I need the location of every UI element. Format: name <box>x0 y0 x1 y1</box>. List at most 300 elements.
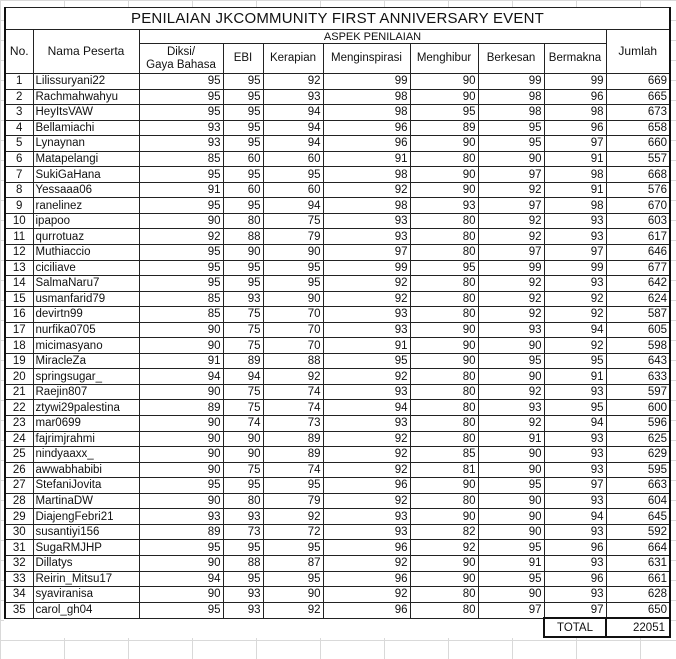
cell-diksi: 85 <box>139 291 223 307</box>
cell-ebi: 90 <box>223 245 263 261</box>
cell-jumlah: 661 <box>606 571 670 587</box>
header-name: Nama Peserta <box>33 30 139 74</box>
cell-bermakna: 96 <box>544 540 606 556</box>
cell-name: qurrotuaz <box>33 229 139 245</box>
cell-jumlah: 587 <box>606 307 670 323</box>
cell-bermakna: 95 <box>544 400 606 416</box>
table-row <box>5 509 670 525</box>
cell-menghibur: 80 <box>410 213 478 229</box>
cell-no: 19 <box>5 353 33 369</box>
cell-berkesan: 93 <box>478 322 544 338</box>
cell-ebi: 95 <box>223 478 263 494</box>
cell-menginspirasi: 96 <box>323 540 410 556</box>
cell-menghibur: 80 <box>410 245 478 261</box>
cell-bermakna: 96 <box>544 571 606 587</box>
cell-menginspirasi: 96 <box>323 571 410 587</box>
table-row <box>5 400 670 416</box>
cell-no: 22 <box>5 400 33 416</box>
cell-kerapian: 95 <box>263 260 323 276</box>
cell-kerapian: 73 <box>263 416 323 432</box>
cell-menginspirasi: 99 <box>323 74 410 90</box>
cell-name: usmanfarid79 <box>33 291 139 307</box>
cell-kerapian: 79 <box>263 493 323 509</box>
cell-menginspirasi: 99 <box>323 260 410 276</box>
cell-menghibur: 90 <box>410 509 478 525</box>
table-row <box>5 384 670 400</box>
cell-jumlah: 631 <box>606 555 670 571</box>
cell-berkesan: 92 <box>478 229 544 245</box>
cell-jumlah: 664 <box>606 540 670 556</box>
table-row <box>5 198 670 214</box>
cell-name: susantiyi156 <box>33 524 139 540</box>
cell-berkesan: 97 <box>478 198 544 214</box>
cell-ebi: 95 <box>223 167 263 183</box>
cell-berkesan: 97 <box>478 602 544 618</box>
cell-diksi: 95 <box>139 89 223 105</box>
cell-bermakna: 93 <box>544 447 606 463</box>
header-jumlah: Jumlah <box>606 30 670 74</box>
cell-menghibur: 82 <box>410 524 478 540</box>
cell-kerapian: 74 <box>263 400 323 416</box>
cell-jumlah: 677 <box>606 260 670 276</box>
cell-no: 28 <box>5 493 33 509</box>
table-row <box>5 245 670 261</box>
cell-kerapian: 90 <box>263 245 323 261</box>
cell-berkesan: 90 <box>478 338 544 354</box>
cell-ebi: 93 <box>223 509 263 525</box>
cell-ebi: 93 <box>223 291 263 307</box>
cell-no: 10 <box>5 213 33 229</box>
cell-ebi: 88 <box>223 555 263 571</box>
header-aspek-penilaian: ASPEK PENILAIAN <box>139 30 606 44</box>
cell-berkesan: 99 <box>478 260 544 276</box>
cell-ebi: 95 <box>223 120 263 136</box>
table-row <box>5 151 670 167</box>
cell-no: 17 <box>5 322 33 338</box>
table-row <box>5 431 670 447</box>
cell-name: awwabhabibi <box>33 462 139 478</box>
cell-menghibur: 90 <box>410 571 478 587</box>
cell-name: StefaniJovita <box>33 478 139 494</box>
cell-berkesan: 95 <box>478 478 544 494</box>
cell-berkesan: 92 <box>478 307 544 323</box>
cell-kerapian: 95 <box>263 478 323 494</box>
table-row <box>5 462 670 478</box>
table-row <box>5 416 670 432</box>
cell-bermakna: 93 <box>544 229 606 245</box>
cell-bermakna: 92 <box>544 338 606 354</box>
cell-berkesan: 92 <box>478 213 544 229</box>
cell-name: Lynaynan <box>33 136 139 152</box>
cell-bermakna: 93 <box>544 276 606 292</box>
cell-ebi: 95 <box>223 276 263 292</box>
cell-name: SalmaNaru7 <box>33 276 139 292</box>
cell-diksi: 95 <box>139 198 223 214</box>
cell-menghibur: 90 <box>410 478 478 494</box>
cell-name: fajrimjrahmi <box>33 431 139 447</box>
cell-kerapian: 94 <box>263 120 323 136</box>
cell-jumlah: 628 <box>606 587 670 603</box>
cell-jumlah: 642 <box>606 276 670 292</box>
cell-menginspirasi: 94 <box>323 400 410 416</box>
header-menghibur: Menghibur <box>410 44 478 74</box>
cell-bermakna: 93 <box>544 587 606 603</box>
cell-menginspirasi: 97 <box>323 245 410 261</box>
cell-ebi: 75 <box>223 462 263 478</box>
cell-name: Reirin_Mitsu17 <box>33 571 139 587</box>
cell-diksi: 95 <box>139 540 223 556</box>
cell-kerapian: 92 <box>263 509 323 525</box>
cell-jumlah: 592 <box>606 524 670 540</box>
cell-berkesan: 95 <box>478 136 544 152</box>
cell-kerapian: 95 <box>263 571 323 587</box>
cell-diksi: 95 <box>139 602 223 618</box>
cell-jumlah: 645 <box>606 509 670 525</box>
cell-menghibur: 90 <box>410 338 478 354</box>
cell-menginspirasi: 92 <box>323 369 410 385</box>
cell-menghibur: 80 <box>410 291 478 307</box>
cell-berkesan: 92 <box>478 416 544 432</box>
cell-berkesan: 95 <box>478 540 544 556</box>
cell-menghibur: 90 <box>410 74 478 90</box>
cell-name: Rachmahwahyu <box>33 89 139 105</box>
cell-jumlah: 625 <box>606 431 670 447</box>
total-label: TOTAL <box>544 618 606 637</box>
table-row <box>5 307 670 323</box>
cell-kerapian: 70 <box>263 338 323 354</box>
cell-no: 15 <box>5 291 33 307</box>
cell-menghibur: 93 <box>410 198 478 214</box>
header-diksi <box>139 44 223 74</box>
cell-menginspirasi: 98 <box>323 89 410 105</box>
cell-menginspirasi: 96 <box>323 136 410 152</box>
cell-no: 3 <box>5 105 33 121</box>
cell-no: 11 <box>5 229 33 245</box>
cell-diksi: 90 <box>139 462 223 478</box>
table-row <box>5 167 670 183</box>
table-row <box>5 587 670 603</box>
cell-bermakna: 99 <box>544 74 606 90</box>
cell-berkesan: 95 <box>478 571 544 587</box>
table-row <box>5 602 670 618</box>
cell-no: 34 <box>5 587 33 603</box>
cell-menghibur: 80 <box>410 431 478 447</box>
cell-diksi: 91 <box>139 182 223 198</box>
cell-berkesan: 90 <box>478 151 544 167</box>
cell-diksi: 94 <box>139 369 223 385</box>
cell-menghibur: 80 <box>410 229 478 245</box>
cell-bermakna: 98 <box>544 198 606 214</box>
cell-diksi: 92 <box>139 229 223 245</box>
cell-ebi: 73 <box>223 524 263 540</box>
cell-berkesan: 98 <box>478 89 544 105</box>
cell-jumlah: 624 <box>606 291 670 307</box>
cell-name: Dillatys <box>33 555 139 571</box>
cell-diksi: 90 <box>139 431 223 447</box>
table-body <box>5 74 670 619</box>
cell-diksi: 85 <box>139 307 223 323</box>
cell-menginspirasi: 92 <box>323 493 410 509</box>
cell-diksi: 90 <box>139 338 223 354</box>
table-row <box>5 291 670 307</box>
cell-berkesan: 90 <box>478 447 544 463</box>
cell-no: 29 <box>5 509 33 525</box>
cell-no: 27 <box>5 478 33 494</box>
cell-bermakna: 91 <box>544 369 606 385</box>
cell-menghibur: 80 <box>410 384 478 400</box>
cell-bermakna: 92 <box>544 291 606 307</box>
cell-menghibur: 81 <box>410 462 478 478</box>
header-kerapian: Kerapian <box>263 44 323 74</box>
cell-no: 31 <box>5 540 33 556</box>
table-row <box>5 338 670 354</box>
cell-name: HeyItsVAW <box>33 105 139 121</box>
cell-no: 25 <box>5 447 33 463</box>
total-row <box>5 618 670 637</box>
cell-kerapian: 94 <box>263 105 323 121</box>
cell-ebi: 95 <box>223 198 263 214</box>
cell-berkesan: 95 <box>478 353 544 369</box>
cell-diksi: 95 <box>139 245 223 261</box>
cell-menginspirasi: 98 <box>323 198 410 214</box>
cell-kerapian: 74 <box>263 462 323 478</box>
cell-jumlah: 605 <box>606 322 670 338</box>
cell-menginspirasi: 91 <box>323 338 410 354</box>
cell-ebi: 90 <box>223 431 263 447</box>
cell-berkesan: 90 <box>478 587 544 603</box>
cell-ebi: 75 <box>223 400 263 416</box>
cell-no: 30 <box>5 524 33 540</box>
total-spacer <box>5 618 544 637</box>
cell-ebi: 80 <box>223 493 263 509</box>
cell-menghibur: 90 <box>410 89 478 105</box>
cell-diksi: 89 <box>139 524 223 540</box>
cell-ebi: 75 <box>223 384 263 400</box>
cell-menghibur: 80 <box>410 587 478 603</box>
cell-bermakna: 93 <box>544 384 606 400</box>
cell-bermakna: 95 <box>544 353 606 369</box>
cell-jumlah: 658 <box>606 120 670 136</box>
cell-berkesan: 99 <box>478 74 544 90</box>
cell-diksi: 90 <box>139 416 223 432</box>
cell-menghibur: 90 <box>410 555 478 571</box>
cell-ebi: 75 <box>223 338 263 354</box>
cell-ebi: 75 <box>223 307 263 323</box>
cell-ebi: 94 <box>223 369 263 385</box>
cell-diksi: 93 <box>139 136 223 152</box>
cell-name: SugaRMJHP <box>33 540 139 556</box>
cell-bermakna: 98 <box>544 105 606 121</box>
cell-berkesan: 90 <box>478 369 544 385</box>
cell-ebi: 89 <box>223 353 263 369</box>
cell-bermakna: 94 <box>544 509 606 525</box>
cell-berkesan: 91 <box>478 555 544 571</box>
cell-no: 16 <box>5 307 33 323</box>
cell-bermakna: 93 <box>544 524 606 540</box>
cell-diksi: 91 <box>139 353 223 369</box>
cell-name: Muthiaccio <box>33 245 139 261</box>
cell-kerapian: 79 <box>263 229 323 245</box>
cell-bermakna: 94 <box>544 416 606 432</box>
cell-name: nurfika0705 <box>33 322 139 338</box>
cell-jumlah: 673 <box>606 105 670 121</box>
cell-jumlah: 643 <box>606 353 670 369</box>
cell-bermakna: 96 <box>544 120 606 136</box>
cell-kerapian: 87 <box>263 555 323 571</box>
cell-menginspirasi: 93 <box>323 229 410 245</box>
cell-no: 14 <box>5 276 33 292</box>
cell-ebi: 74 <box>223 416 263 432</box>
cell-menghibur: 80 <box>410 416 478 432</box>
cell-diksi: 90 <box>139 555 223 571</box>
cell-bermakna: 93 <box>544 493 606 509</box>
cell-name: Raejin807 <box>33 384 139 400</box>
table-row <box>5 105 670 121</box>
cell-ebi: 75 <box>223 322 263 338</box>
cell-menginspirasi: 96 <box>323 602 410 618</box>
cell-no: 18 <box>5 338 33 354</box>
cell-no: 1 <box>5 74 33 90</box>
cell-no: 35 <box>5 602 33 618</box>
cell-menginspirasi: 93 <box>323 322 410 338</box>
cell-diksi: 90 <box>139 587 223 603</box>
cell-menghibur: 90 <box>410 322 478 338</box>
cell-menginspirasi: 93 <box>323 213 410 229</box>
cell-ebi: 93 <box>223 587 263 603</box>
cell-name: nindyaaxx_ <box>33 447 139 463</box>
table-row <box>5 89 670 105</box>
header-menginspirasi: Menginspirasi <box>323 44 410 74</box>
cell-jumlah: 604 <box>606 493 670 509</box>
cell-bermakna: 93 <box>544 555 606 571</box>
cell-jumlah: 603 <box>606 213 670 229</box>
cell-ebi: 90 <box>223 447 263 463</box>
cell-menghibur: 80 <box>410 307 478 323</box>
cell-ebi: 95 <box>223 540 263 556</box>
table-row <box>5 229 670 245</box>
cell-no: 33 <box>5 571 33 587</box>
cell-name: springsugar_ <box>33 369 139 385</box>
cell-diksi: 90 <box>139 322 223 338</box>
cell-bermakna: 96 <box>544 89 606 105</box>
cell-ebi: 95 <box>223 89 263 105</box>
cell-jumlah: 596 <box>606 416 670 432</box>
cell-menginspirasi: 91 <box>323 151 410 167</box>
cell-name: carol_gh04 <box>33 602 139 618</box>
table-row <box>5 136 670 152</box>
cell-kerapian: 92 <box>263 602 323 618</box>
cell-diksi: 95 <box>139 105 223 121</box>
table-row <box>5 447 670 463</box>
cell-jumlah: 660 <box>606 136 670 152</box>
cell-menghibur: 80 <box>410 400 478 416</box>
cell-menghibur: 80 <box>410 602 478 618</box>
cell-ebi: 95 <box>223 136 263 152</box>
cell-menghibur: 90 <box>410 353 478 369</box>
cell-menginspirasi: 92 <box>323 555 410 571</box>
cell-jumlah: 633 <box>606 369 670 385</box>
cell-menginspirasi: 98 <box>323 167 410 183</box>
cell-kerapian: 60 <box>263 151 323 167</box>
cell-name: micimasyano <box>33 338 139 354</box>
cell-berkesan: 90 <box>478 462 544 478</box>
cell-kerapian: 60 <box>263 182 323 198</box>
cell-jumlah: 646 <box>606 245 670 261</box>
cell-berkesan: 92 <box>478 291 544 307</box>
cell-menginspirasi: 92 <box>323 462 410 478</box>
cell-menginspirasi: 96 <box>323 120 410 136</box>
cell-bermakna: 94 <box>544 322 606 338</box>
cell-jumlah: 617 <box>606 229 670 245</box>
cell-menginspirasi: 98 <box>323 105 410 121</box>
cell-bermakna: 92 <box>544 307 606 323</box>
cell-no: 5 <box>5 136 33 152</box>
table-row <box>5 213 670 229</box>
score-table <box>4 7 671 638</box>
cell-no: 2 <box>5 89 33 105</box>
cell-diksi: 94 <box>139 571 223 587</box>
cell-name: Bellamiachi <box>33 120 139 136</box>
cell-menghibur: 95 <box>410 105 478 121</box>
cell-ebi: 88 <box>223 229 263 245</box>
cell-diksi: 93 <box>139 509 223 525</box>
cell-menghibur: 90 <box>410 182 478 198</box>
cell-no: 4 <box>5 120 33 136</box>
cell-no: 8 <box>5 182 33 198</box>
cell-no: 9 <box>5 198 33 214</box>
cell-name: ipapoo <box>33 213 139 229</box>
header-diksi-line1: Diksi/ <box>166 45 196 58</box>
table-row <box>5 322 670 338</box>
cell-name: ztywi29palestina <box>33 400 139 416</box>
table-row <box>5 74 670 90</box>
cell-diksi: 95 <box>139 260 223 276</box>
cell-diksi: 95 <box>139 276 223 292</box>
cell-menginspirasi: 92 <box>323 431 410 447</box>
cell-diksi: 95 <box>139 74 223 90</box>
cell-jumlah: 669 <box>606 74 670 90</box>
table-row <box>5 524 670 540</box>
table-row <box>5 571 670 587</box>
header-bermakna: Bermakna <box>544 44 606 74</box>
cell-bermakna: 97 <box>544 478 606 494</box>
cell-berkesan: 98 <box>478 105 544 121</box>
cell-kerapian: 95 <box>263 276 323 292</box>
cell-menginspirasi: 93 <box>323 509 410 525</box>
table-row <box>5 369 670 385</box>
table-row <box>5 353 670 369</box>
header-berkesan: Berkesan <box>478 44 544 74</box>
cell-menghibur: 85 <box>410 447 478 463</box>
header-ebi: EBI <box>223 44 263 74</box>
cell-menginspirasi: 95 <box>323 353 410 369</box>
cell-bermakna: 93 <box>544 462 606 478</box>
cell-menginspirasi: 92 <box>323 182 410 198</box>
cell-berkesan: 90 <box>478 509 544 525</box>
cell-name: ciciliave <box>33 260 139 276</box>
cell-kerapian: 72 <box>263 524 323 540</box>
cell-jumlah: 598 <box>606 338 670 354</box>
cell-menginspirasi: 93 <box>323 384 410 400</box>
cell-jumlah: 576 <box>606 182 670 198</box>
header-no: No. <box>5 30 33 74</box>
cell-name: devirtn99 <box>33 307 139 323</box>
cell-berkesan: 93 <box>478 400 544 416</box>
cell-kerapian: 89 <box>263 447 323 463</box>
cell-no: 26 <box>5 462 33 478</box>
cell-diksi: 95 <box>139 167 223 183</box>
cell-menginspirasi: 92 <box>323 447 410 463</box>
